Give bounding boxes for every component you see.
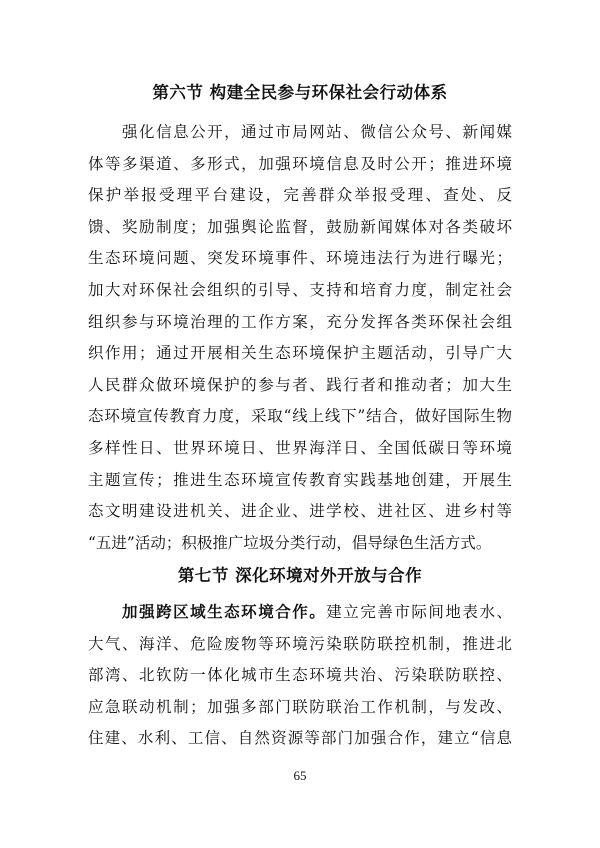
paragraph-line: 应急联动机制；加强多部门联防联治工作机制，与发改、	[88, 697, 512, 716]
paragraph-line: 住建、水利、工信、自然资源等部门加强合作，建立“信息	[88, 729, 512, 748]
paragraph-line: 人民群众做环境保护的参与者、践行者和推动者；加大生	[88, 375, 512, 394]
paragraph-line: “五进”活动；积极推广垃圾分类行动，倡导绿色生活方式。	[88, 533, 492, 552]
paragraph-line: 织作用；通过开展相关生态环境保护主题活动，引导广大	[88, 344, 512, 363]
paragraph-line: 加大对环保社会组织的引导、支持和培育力度，制定社会	[88, 280, 512, 299]
section-6-heading: 第六节 构建全民参与环保社会行动体系	[152, 83, 448, 102]
section-7-heading: 第七节 深化环境对外开放与合作	[177, 566, 423, 585]
section-7-paragraph	[88, 597, 512, 755]
paragraph-line: 大气、海洋、危险废物等环境污染联防联控机制，推进北	[88, 634, 512, 653]
paragraph-line: 多样性日、世界环境日、世界海洋日、全国低碳日等环境	[88, 438, 512, 457]
paragraph-line: 部湾、北钦防一体化城市生态环境共治、污染联防联控、	[88, 666, 512, 685]
paragraph-line: 主题宣传；推进生态环境宣传教育实践基地创建，开展生	[88, 470, 512, 489]
paragraph-line: 组织参与环境治理的工作方案，充分发挥各类环保社会组	[88, 312, 512, 331]
paragraph-first-line	[88, 597, 512, 629]
bold-lead-phrase: 加强跨区域生态环境合作。	[122, 603, 327, 621]
section-6-paragraph	[88, 117, 512, 559]
paragraph-line: 强化信息公开，通过市局网站、微信公众号、新闻媒	[88, 123, 512, 141]
paragraph-line: 馈、奖励制度；加强舆论监督，鼓励新闻媒体对各类破坏	[88, 217, 512, 236]
paragraph-line: 体等多渠道、多形式，加强环境信息及时公开；推进环境	[88, 154, 512, 173]
page-number: 65	[293, 768, 307, 783]
paragraph-line: 态环境宣传教育力度，采取“线上线下”结合，做好国际生物	[88, 407, 512, 426]
paragraph-line: 生态环境问题、突发环境事件、环境违法行为进行曝光；	[88, 249, 512, 268]
paragraph-line: 态文明建设进机关、进企业、进学校、进社区、进乡村等	[88, 502, 512, 521]
paragraph-line: 保护举报受理平台建设，完善群众举报受理、查处、反	[88, 186, 512, 205]
first-line-text: 建立完善市际间地表水、	[326, 603, 512, 621]
